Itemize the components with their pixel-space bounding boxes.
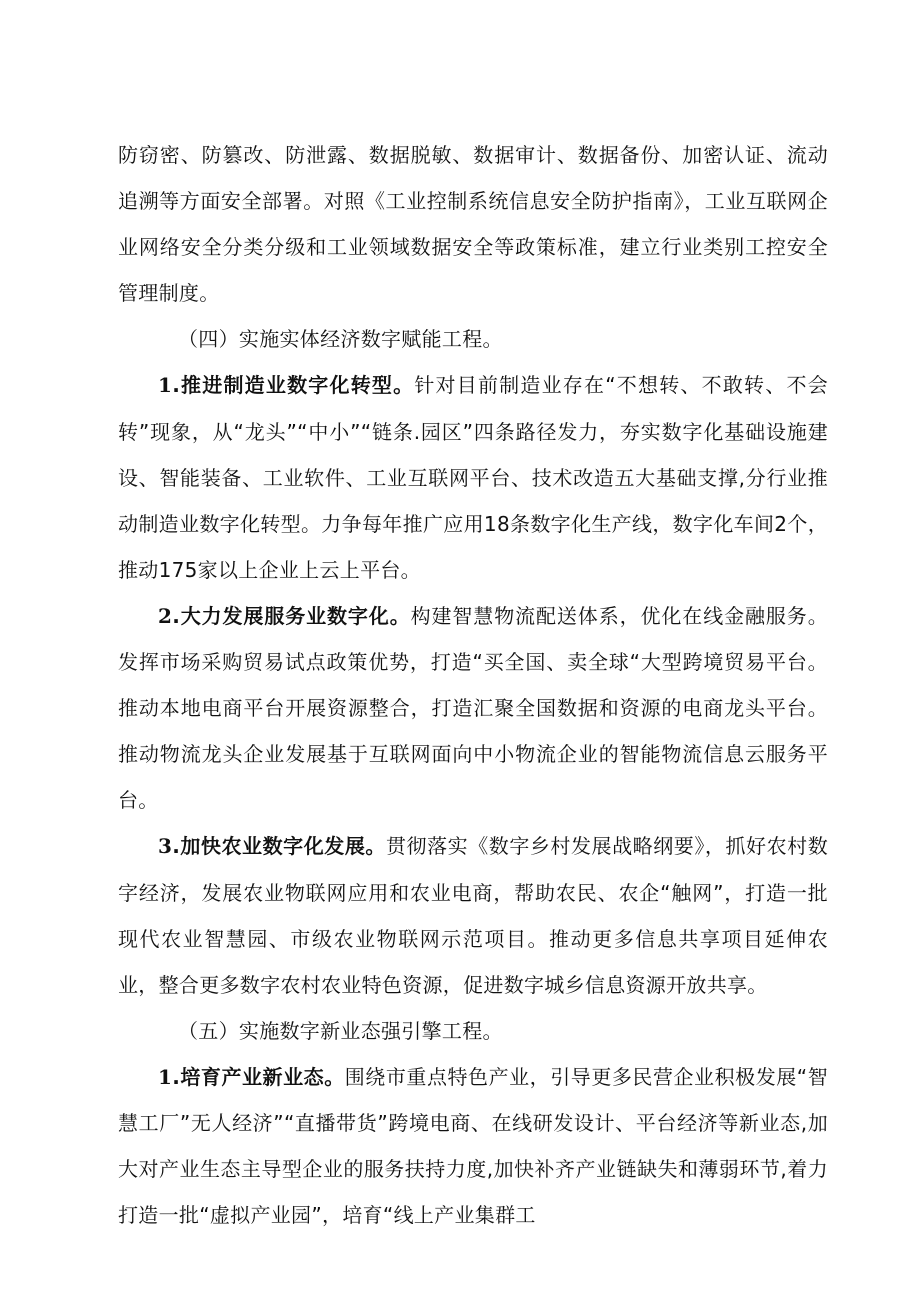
paragraph-new-business-forms — [118, 1054, 828, 1238]
section-heading-four: （四）实施实体经济数字赋能工程。 — [178, 327, 503, 352]
paragraph-manufacturing-digitalization — [118, 362, 828, 592]
item-lead-title: .大力发展服务业数字化。 — [172, 603, 411, 628]
document-body — [118, 132, 828, 1238]
item-body-text: 围绕市重点特色产业，引导更多民营企业积极发展“智慧工厂”无人经济”“直播带货”跨境电商、在线研发设计、平台经济等新业态,加大对产业生态主导型企业的服务扶持力度,加快补齐产业链缺失和薄弱环节,着力打造一批“虚拟产业园”，培育“线上产业集群工 — [118, 1064, 828, 1228]
item-number: 3 — [158, 834, 173, 859]
paragraph-agriculture-digitalization — [118, 823, 828, 1007]
item-number: 2 — [158, 603, 173, 628]
item-lead-title: .推进制造业数字化转型。 — [172, 373, 415, 398]
paragraph-continuation: 防窃密、防篡改、防泄露、数据脱敏、数据审计、数据备份、加密认证、流动追溯等方面安全部署。对照《工业控制系统信息安全防护指南》，工业互联网企业网络安全分类分级和工业领域数据安全等政策标准，建立行业类别工控安全管理制度。 — [118, 143, 828, 306]
paragraph-service-digitalization — [118, 593, 828, 823]
item-body-text: 贯彻落实《数字乡村发展战略纲要》，抓好农村数字经济，发展农业物联网应用和农业电商，帮助农民、农企“触网”，打造一批现代农业智慧园、市级农业物联网示范项目。推动更多信息共享项目延伸农业，整合更多数字农村农业特色资源，促进数字城乡信息资源开放共享。 — [118, 834, 828, 997]
item-number: 1 — [158, 1064, 173, 1089]
item-body-text: 构建智慧物流配送体系，优化在线金融服务。发挥市场采购贸易试点政策优势，打造“买全国、卖全球“大型跨境贸易平台。推动本地电商平台开展资源整合，打造汇聚全国数据和资源的电商龙头平台。推动物流龙头企业发展基于互联网面向中小物流企业的智能物流信息云服务平台。 — [118, 603, 828, 813]
item-lead-title: .培育产业新业态。 — [172, 1064, 345, 1089]
item-lead-title: .加快农业数字化发展。 — [172, 834, 386, 859]
section-heading-five: （五）实施数字新业态强引擎工程。 — [178, 1018, 503, 1043]
item-body-text: 针对目前制造业存在“不想转、不敢转、不会转”现象，从“龙头”“中小”“链条.园区”四条路径发力，夯实数字化基础设施建设、智能装备、工业软件、工业互联网平台、技术改造五大基础支撑,分行业推动制造业数字化转型。力争每年推广应用18条数字化生产线，数字化车间2个，推动175家以上企业上云上平台。 — [118, 373, 828, 582]
item-number: 1 — [158, 373, 173, 398]
